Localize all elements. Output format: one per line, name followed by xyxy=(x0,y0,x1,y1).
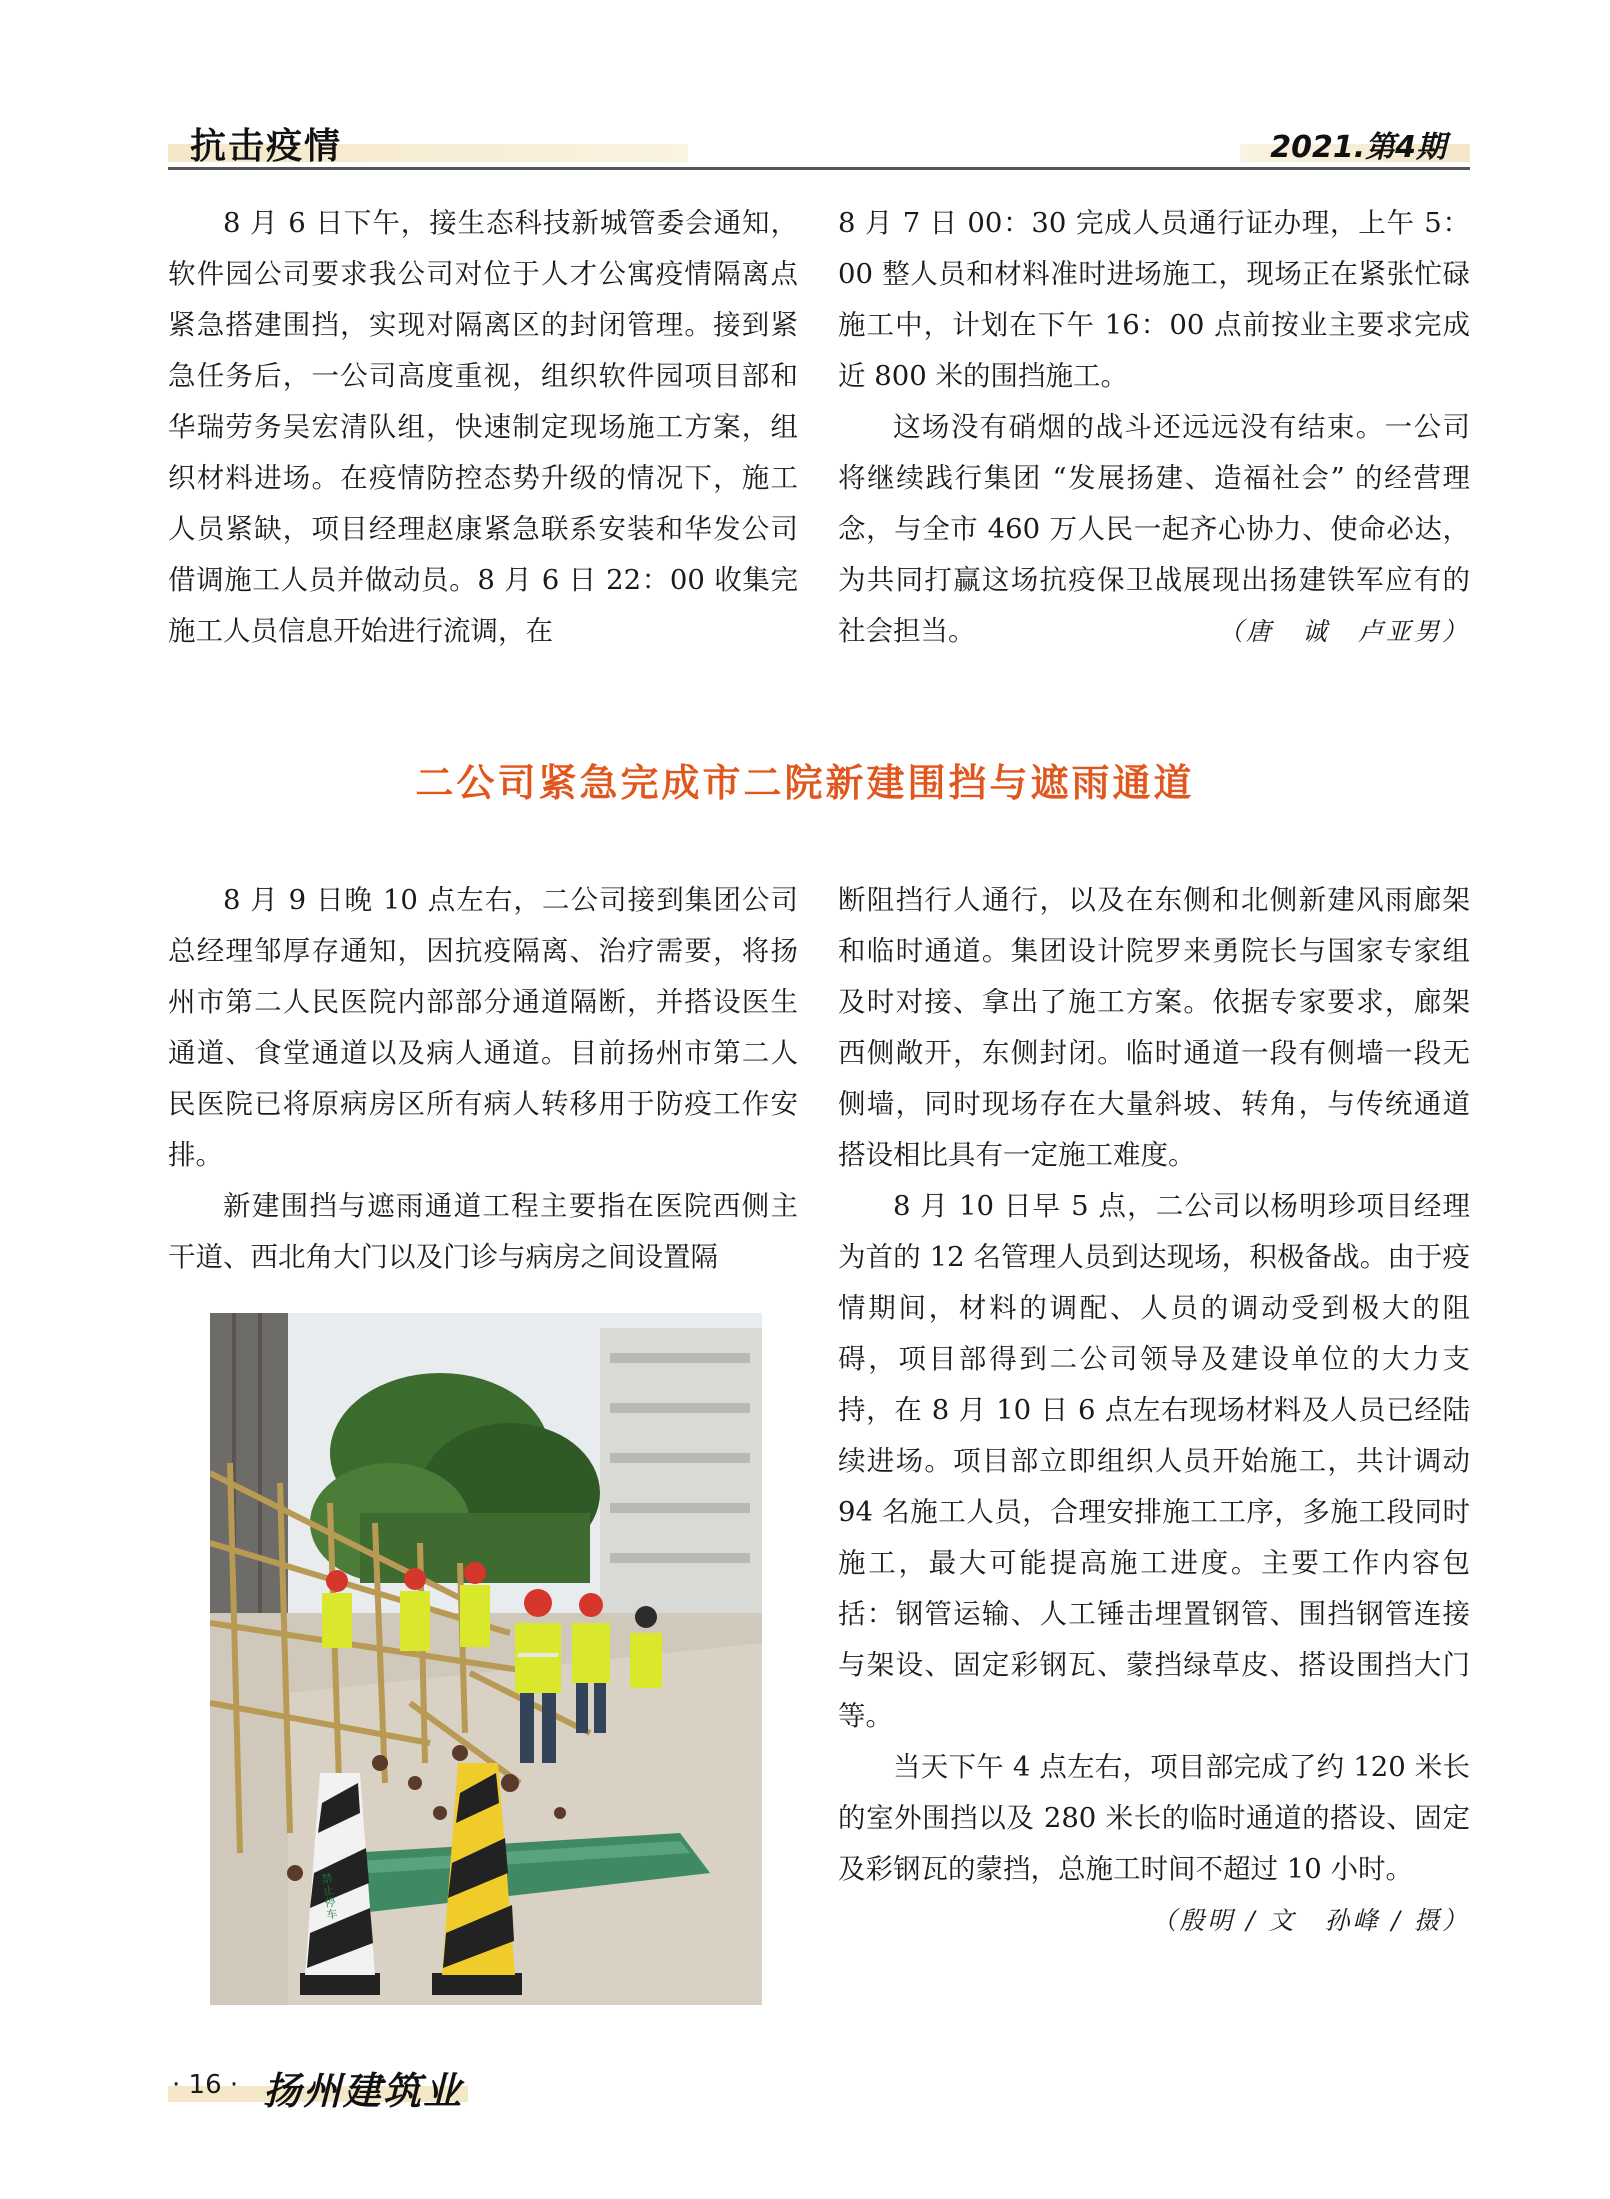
article2-byline: （殷明 / 文 孙峰 / 摄） xyxy=(1151,1906,1470,1935)
article1-paragraph-1-continued: 8 月 7 日 00：30 完成人员通行证办理，上午 5：00 整人员和材料准时进场施工，现场正在紧张忙碌施工中，计划在下午 16：00 点前按业主要求完成近 800 米的围挡施工。 xyxy=(838,207,1470,392)
article1-byline: （唐 诚 卢亚男） xyxy=(1217,617,1470,646)
article2-paragraph-4-text: 当天下午 4 点左右，项目部完成了约 120 米长的室外围挡以及 280 米长的临时通道的搭设、固定及彩钢瓦的蒙挡，总施工时间不超过 10 小时。 xyxy=(838,1751,1470,1885)
article1-right-column xyxy=(838,198,1470,657)
article2-paragraph-3: 8 月 10 日早 5 点，二公司以杨明珍项目经理为首的 12 名管理人员到达现场，积极备战。由于疫情期间，材料的调配、人员的调动受到极大的阻碍，项目部得到二公司领导及建设单位的大力支持，在 8 月 10 日 6 点左右现场材料及人员已经陆续进场。项目部立即组织人员开始施工，共计调动 94 名施工人员，合理安排施工工序，多施工段同时施工，最大可能提高施工进度。主要工作内容包括：钢管运输、人工锤击埋置钢管、围挡钢管连接与架设、固定彩钢瓦、蒙挡绿草皮、搭设围挡大门等。 xyxy=(838,1190,1470,1732)
cone-sign-text: 禁止停车 xyxy=(320,1871,339,1922)
page-footer xyxy=(168,2060,468,2120)
construction-site-photo xyxy=(210,1313,762,2005)
article1-paragraph-2-text: 这场没有硝烟的战斗还远远没有结束。一公司将继续践行集团 “发展扬建、造福社会” 的经营理念，与全市 460 万人民一起齐心协力、使命必达，为共同打赢这场抗疫保卫战展现出扬建铁军应有的社会担当。 xyxy=(838,411,1470,647)
issue-number: 2021.第4期 xyxy=(1270,130,1446,165)
article2-paragraph-2: 新建围挡与遮雨通道工程主要指在医院西侧主干道、西北角大门以及门诊与病房之间设置隔 xyxy=(168,1190,798,1273)
article2-paragraph-1: 8 月 9 日晚 10 点左右，二公司接到集团公司总经理邹厚存通知，因抗疫隔离、治疗需要，将扬州市第二人民医院内部部分通道隔断，并搭设医生通道、食堂通道以及病人通道。目前扬州市第二人民医院已将原病房区所有病人转移用于防疫工作安排。 xyxy=(168,884,798,1171)
article2-left-column xyxy=(168,875,798,1283)
magazine-masthead: 扬州建筑业 xyxy=(263,2068,464,2113)
article1-left-column xyxy=(168,198,798,657)
section-title: 抗击疫情 xyxy=(190,126,343,167)
article1-paragraph-2 xyxy=(838,402,1470,657)
header-rule xyxy=(168,167,1470,170)
page-number: · 16 · xyxy=(172,2070,239,2100)
article2-paragraph-2-continued: 断阻挡行人通行，以及在东侧和北侧新建风雨廊架和临时通道。集团设计院罗来勇院长与国家专家组及时对接、拿出了施工方案。依据专家要求，廊架西侧敞开，东侧封闭。临时通道一段有侧墙一段无侧墙，同时现场存在大量斜坡、转角，与传统通道搭设相比具有一定施工难度。 xyxy=(838,884,1470,1171)
article2-right-column xyxy=(838,875,1470,1946)
article2-paragraph-4 xyxy=(838,1742,1470,1935)
page-header xyxy=(168,112,1470,170)
article1-paragraph-1: 8 月 6 日下午，接生态科技新城管委会通知，软件园公司要求我公司对位于人才公寓疫情隔离点紧急搭建围挡，实现对隔离区的封闭管理。接到紧急任务后，一公司高度重视，组织软件园项目部和华瑞劳务吴宏清队组，快速制定现场施工方案，组织材料进场。在疫情防控态势升级的情况下，施工人员紧缺，项目经理赵康紧急联系安装和华发公司借调施工人员并做动员。8 月 6 日 22：00 收集完施工人员信息开始进行流调，在 xyxy=(168,207,798,647)
article2-headline: 二公司紧急完成市二院新建围挡与遮雨通道 xyxy=(415,761,1195,805)
